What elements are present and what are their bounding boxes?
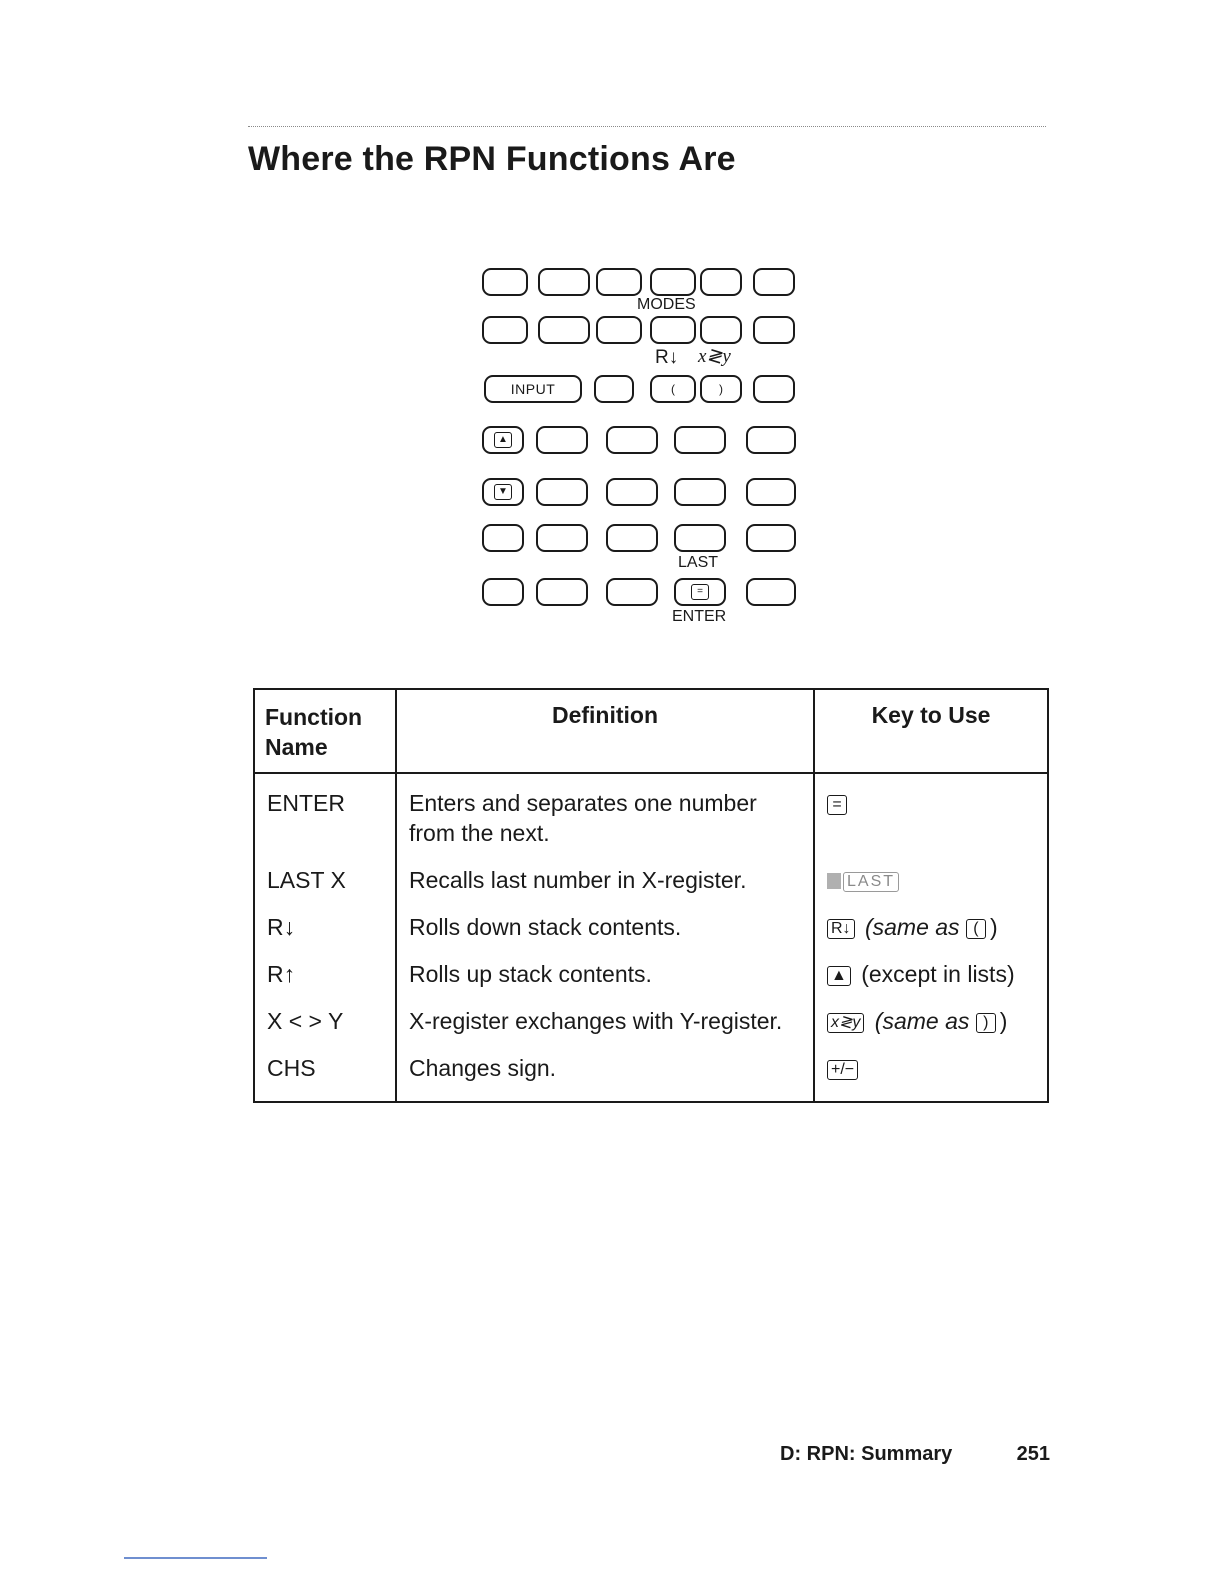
input-key-label: INPUT [510,381,556,397]
up-arrow-icon: ▲ [494,432,512,448]
key-note: (same as [864,914,960,940]
last-key-icon: LAST [843,872,899,892]
key [536,578,588,606]
close-paren-key [700,375,742,403]
key [596,316,642,344]
last-label: LAST [678,554,719,571]
x-swap-y-label: x≷y [698,346,731,367]
open-paren-key [650,375,696,403]
key [700,268,742,296]
table-row [254,994,1048,1041]
header-definition: Definition [396,689,814,773]
equals-key [674,578,726,606]
keyboard-diagram [470,250,810,640]
function-name-cell: X < > Y [254,994,396,1041]
input-key [484,375,582,403]
key [753,268,795,296]
key-note: (same as [874,1008,970,1034]
key-cell [814,994,1048,1041]
key-cell [814,1041,1048,1102]
table-row [254,900,1048,947]
key [606,478,658,506]
key [536,426,588,454]
equals-key-icon: = [827,795,847,815]
definition-cell: Rolls down stack contents. [396,900,814,947]
key [538,268,590,296]
key [753,316,795,344]
table-header-row [254,689,1048,773]
key [594,375,634,403]
key [536,524,588,552]
key [482,316,528,344]
key-cell [814,900,1048,947]
key [650,316,696,344]
modes-label: MODES [637,296,696,313]
key [606,578,658,606]
table-row [254,773,1048,853]
table-row [254,947,1048,994]
bottom-rule [124,1557,267,1559]
key-note-close: ) [989,914,998,940]
key [536,478,588,506]
up-arrow-key [482,426,524,454]
key [753,375,795,403]
definition-cell: Changes sign. [396,1041,814,1102]
down-arrow-key [482,478,524,506]
definition-cell: Recalls last number in X-register. [396,853,814,900]
key [674,426,726,454]
key [482,524,524,552]
key [606,524,658,552]
key [746,426,796,454]
function-name-cell: R↑ [254,947,396,994]
function-name-cell: ENTER [254,773,396,853]
close-paren-glyph: ) [719,382,723,396]
x-swap-y-key-icon: x≷y [827,1013,864,1033]
open-paren-glyph: ( [671,382,675,396]
key [700,316,742,344]
header-function-name: Function Name [254,689,396,773]
shift-key-icon [827,873,841,889]
enter-label: ENTER [672,608,727,625]
definition-cell: Rolls up stack contents. [396,947,814,994]
page-footer [780,1443,1050,1466]
key [606,426,658,454]
function-name-cell: CHS [254,1041,396,1102]
down-arrow-icon: ▼ [494,484,512,500]
equals-glyph: = [691,584,709,600]
key [746,524,796,552]
rpn-functions-table [253,688,1049,1103]
page-number: 251 [1016,1443,1050,1465]
key [650,268,696,296]
header-key-to-use: Key to Use [814,689,1048,773]
key [596,268,642,296]
key-note: (except in lists) [861,961,1015,987]
change-sign-key-icon: +/− [827,1060,858,1080]
key [482,578,524,606]
key [746,578,796,606]
table-row [254,853,1048,900]
function-name-cell: R↓ [254,900,396,947]
key-note-close: ) [999,1008,1008,1034]
definition-cell: X-register exchanges with Y-register. [396,994,814,1041]
footer-section-title: D: RPN: Summary [780,1443,953,1465]
table-row [254,1041,1048,1102]
r-down-key-icon: R↓ [827,919,855,939]
top-rule [248,126,1046,127]
r-down-label: R↓ [655,347,679,368]
key-cell [814,773,1048,853]
definition-cell: Enters and separates one number from the next. [396,773,814,853]
key [746,478,796,506]
page-title: Where the RPN Functions Are [248,140,736,178]
key [674,478,726,506]
key [674,524,726,552]
close-paren-key-icon: ) [976,1013,996,1033]
key-cell [814,947,1048,994]
open-paren-key-icon: ( [966,919,986,939]
key [538,316,590,344]
up-arrow-key-icon: ▲ [827,966,851,986]
key-cell [814,853,1048,900]
function-name-cell: LAST X [254,853,396,900]
key [482,268,528,296]
